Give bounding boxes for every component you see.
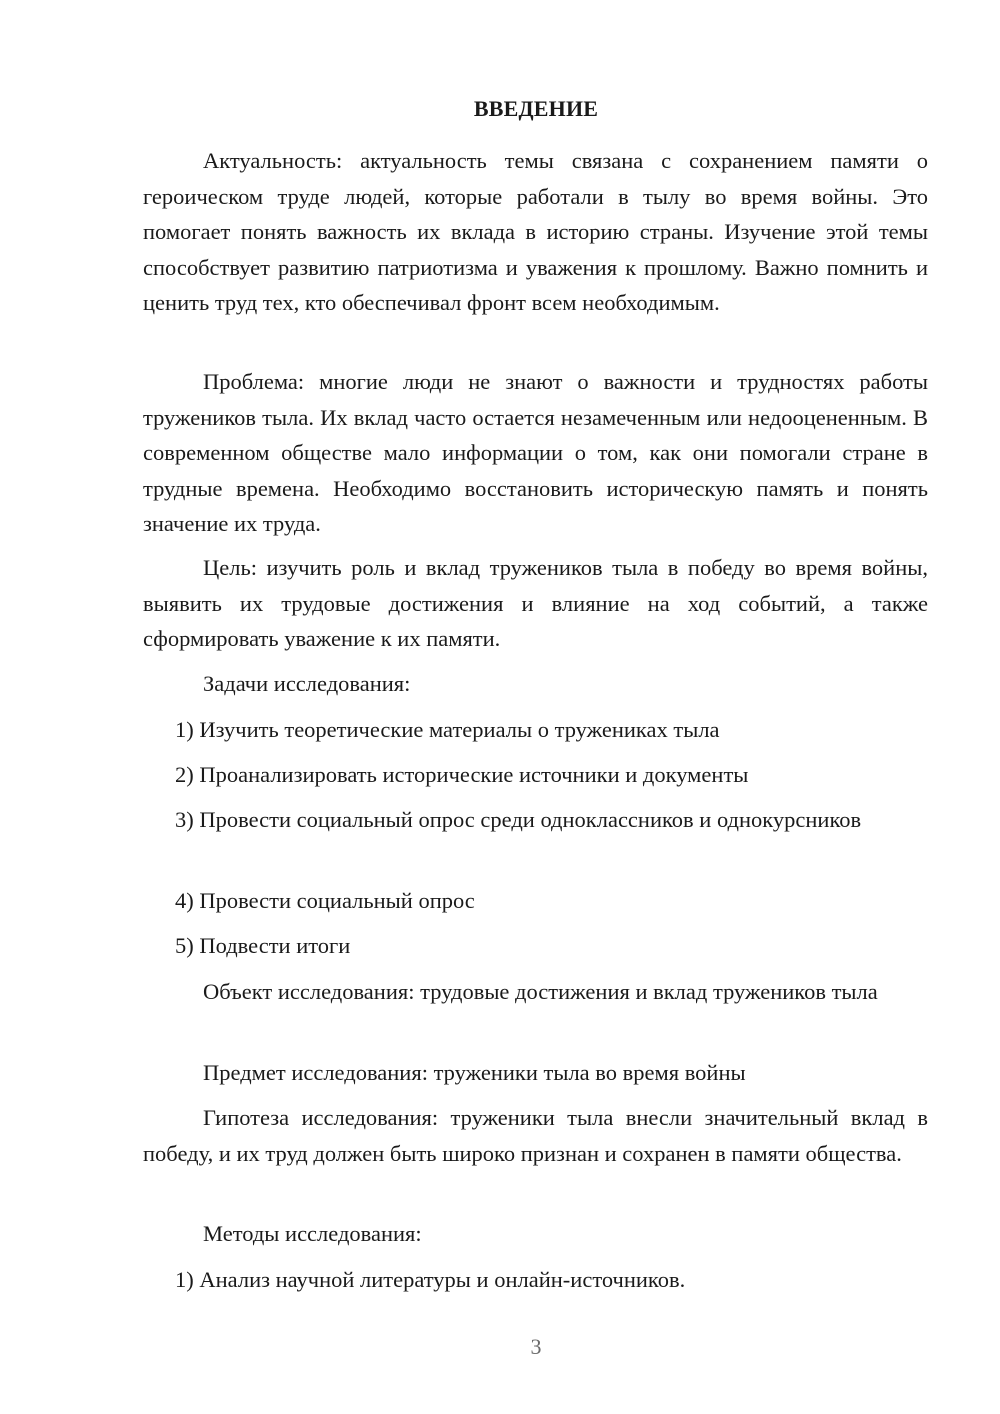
paragraph-object: Объект исследования: трудовые достижения и вклад тружеников тыла [203,979,878,1004]
paragraph-problem: Проблема: многие люди не знают о важности и трудностях работы тружеников тыла. Их вклад часто остается незамеченным или недооцененным. В современном обществе мало информации о том, как они помогали стране в трудные времена. Необходимо восстановить историческую память и понять значение их труда. [143,369,928,536]
tasks-title: Задачи исследования: [203,671,411,696]
task-item-4: 4) Провести социальный опрос [175,888,475,913]
method-item-1: 1) Анализ научной литературы и онлайн-источников. [175,1267,686,1292]
task-item-1: 1) Изучить теоретические материалы о тружениках тыла [175,717,720,742]
paragraph-hypothesis: Гипотеза исследования: труженики тыла внесли значительный вклад в победу, и их труд должен быть широко признан и сохранен в памяти общества. [143,1105,928,1166]
paragraph-goal: Цель: изучить роль и вклад тружеников тыла в победу во время войны, выявить их трудовые достижения и влияние на ход событий, а также сформировать уважение к их памяти. [143,555,928,651]
task-item-5: 5) Подвести итоги [175,933,351,958]
section-heading: ВВЕДЕНИЕ [473,96,599,121]
paragraph-relevance: Актуальность: актуальность темы связана с сохранением памяти о героическом труде людей, которые работали в тылу во время войны. Это помогает понять важность их вклада в историю страны. Изучение этой темы способствует развитию патриотизма и уважения к прошлому. Важно помнить и ценить труд тех, кто обеспечивал фронт всем необходимым. [143,148,928,315]
page-number: 3 [530,1334,542,1359]
task-item-3: 3) Провести социальный опрос среди одноклассников и однокурсников [175,807,862,832]
methods-title: Методы исследования: [203,1221,422,1246]
task-item-2: 2) Проанализировать исторические источники и документы [175,762,749,787]
paragraph-subject: Предмет исследования: труженики тыла во время войны [203,1060,746,1085]
